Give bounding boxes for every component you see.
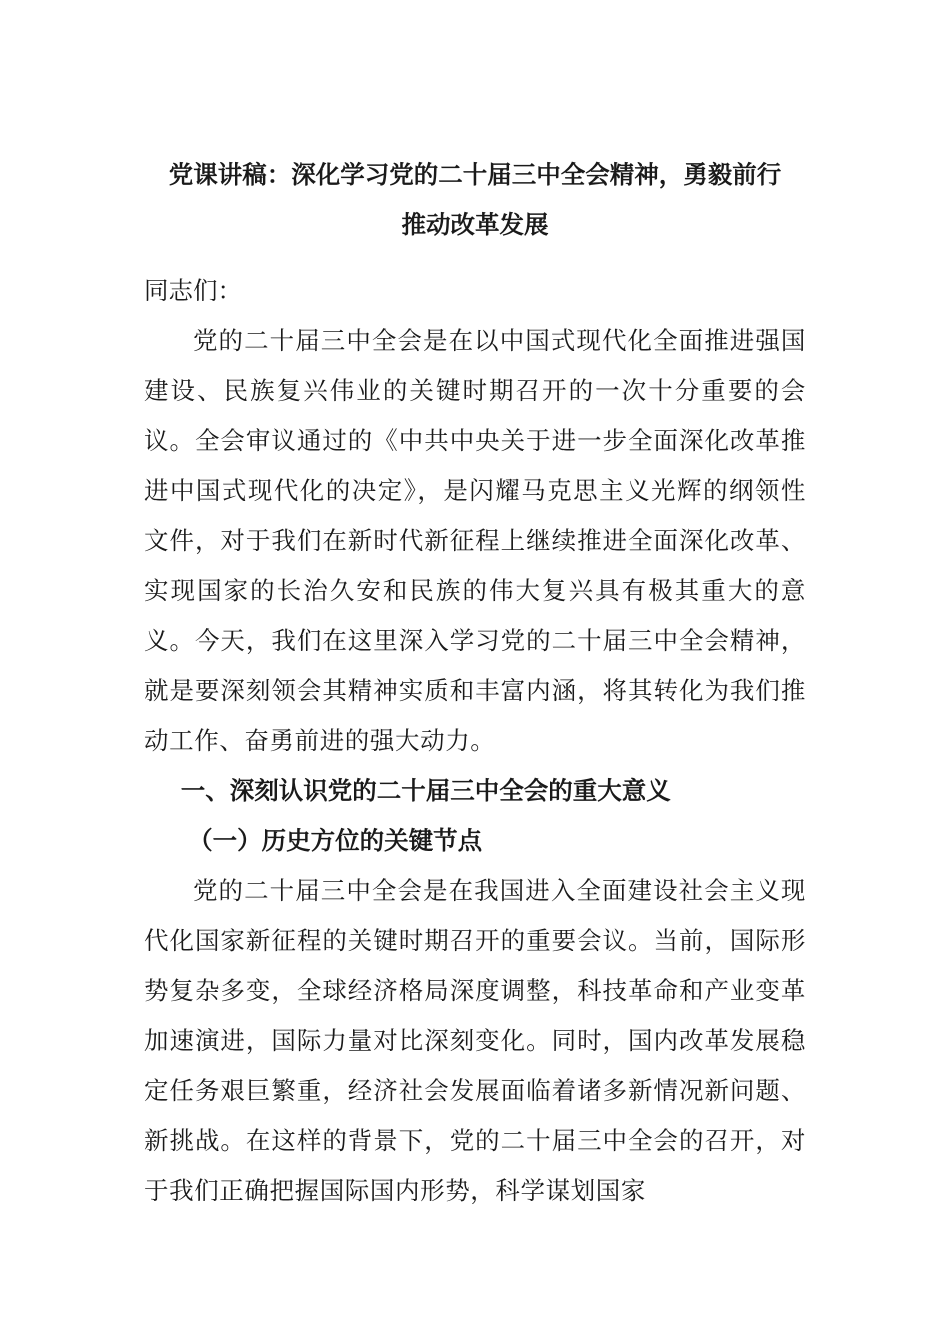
- paragraph-intro: 党的二十届三中全会是在以中国式现代化全面推进强国建设、民族复兴伟业的关键时期召开的一次十分重要的会议。全会审议通过的《中共中央关于进一步全面深化改革推进中国式现代化的决定》，是闪耀马克思主义光辉的纲领性文件，对于我们在新时代新征程上继续推进全面深化改革、实现国家的长治久安和民族的伟大复兴具有极其重大的意义。今天，我们在这里深入学习党的二十届三中全会精神，就是要深刻领会其精神实质和丰富内涵，将其转化为我们推动工作、奋勇前进的强大动力。: [144, 326, 806, 755]
- document-body: [144, 150, 806, 1216]
- document-title: [132, 150, 818, 250]
- salutation: 同志们：: [144, 276, 242, 305]
- paragraph-historical-position: 党的二十届三中全会是在我国进入全面建设社会主义现代化国家新征程的关键时期召开的重要会议。当前，国际形势复杂多变，全球经济格局深度调整，科技革命和产业变革加速演进，国际力量对比深刻变化。同时，国内改革发展稳定任务艰巨繁重，经济社会发展面临着诸多新情况新问题、新挑战。在这样的背景下，党的二十届三中全会的召开，对于我们正确把握国际国内形势，科学谋划国家: [144, 876, 806, 1205]
- title-line-2: 推动改革发展: [401, 210, 549, 239]
- title-line-1: 党课讲稿：深化学习党的二十届三中全会精神，勇毅前行: [168, 160, 782, 189]
- subsection-heading-1: （一）历史方位的关键节点: [188, 826, 483, 855]
- section-heading-1: 一、深刻认识党的二十届三中全会的重大意义: [180, 776, 671, 805]
